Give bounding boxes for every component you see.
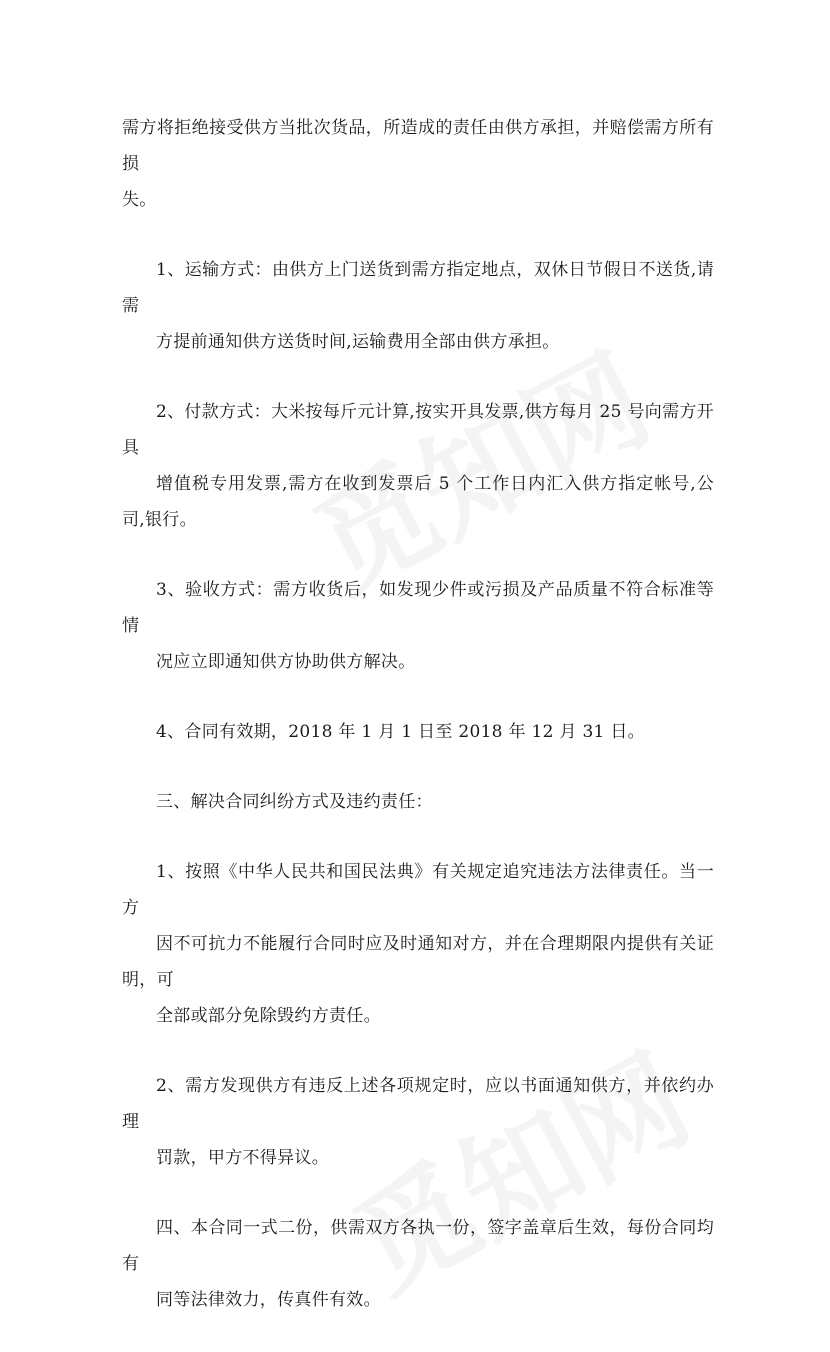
document-paragraph — [122, 1210, 714, 1318]
document-paragraph — [122, 854, 714, 1034]
paragraph-line: 全部或部分免除毁约方责任。 — [156, 1006, 381, 1026]
document-paragraph — [122, 572, 714, 680]
document-paragraph — [122, 110, 714, 218]
paragraph-line: 需方将拒绝接受供方当批次货品，所造成的责任由供方承担，并赔偿需方所有损 — [122, 118, 714, 174]
paragraph-line: 因不可抗力不能履行合同时应及时通知对方，并在合理期限内提供有关证明，可 — [122, 934, 714, 990]
paragraph-line: 三、解决合同纠纷方式及违约责任： — [156, 792, 433, 812]
document-paragraph — [122, 252, 714, 360]
paragraph-line: 四、本合同一式二份，供需双方各执一份，签字盖章后生效，每份合同均有 — [122, 1218, 714, 1274]
paragraph-line: 2、付款方式：大米按每斤元计算,按实开具发票,供方每月 25 号向需方开具 — [122, 402, 714, 458]
document-paragraph — [122, 1068, 714, 1176]
paragraph-line: 罚款，甲方不得异议。 — [156, 1148, 329, 1168]
document-paragraph — [122, 714, 714, 750]
paragraph-line: 况应立即通知供方协助供方解决。 — [156, 652, 416, 672]
paragraph-line: 增值税专用发票,需方在收到发票后 5 个工作日内汇入供方指定帐号,公司,银行。 — [122, 474, 714, 530]
paragraph-line: 1、运输方式：由供方上门送货到需方指定地点，双休日节假日不送货,请需 — [122, 260, 714, 316]
paragraph-line: 同等法律效力，传真件有效。 — [156, 1290, 381, 1310]
paragraph-line: 3、验收方式：需方收货后，如发现少件或污损及产品质量不符合标准等情 — [122, 580, 714, 636]
document-body — [122, 110, 714, 1352]
paragraph-line: 失。 — [122, 190, 157, 210]
document-paragraph — [122, 394, 714, 538]
paragraph-line: 方提前通知供方送货时间,运输费用全部由供方承担。 — [156, 332, 560, 352]
paragraph-line: 1、按照《中华人民共和国民法典》有关规定追究违法方法律责任。当一方 — [122, 862, 714, 918]
document-paragraph — [122, 784, 714, 820]
paragraph-line: 4、合同有效期，2018 年 1 月 1 日至 2018 年 12 月 31 日。 — [156, 722, 645, 742]
paragraph-line: 2、需方发现供方有违反上述各项规定时，应以书面通知供方，并依约办理 — [122, 1076, 714, 1132]
